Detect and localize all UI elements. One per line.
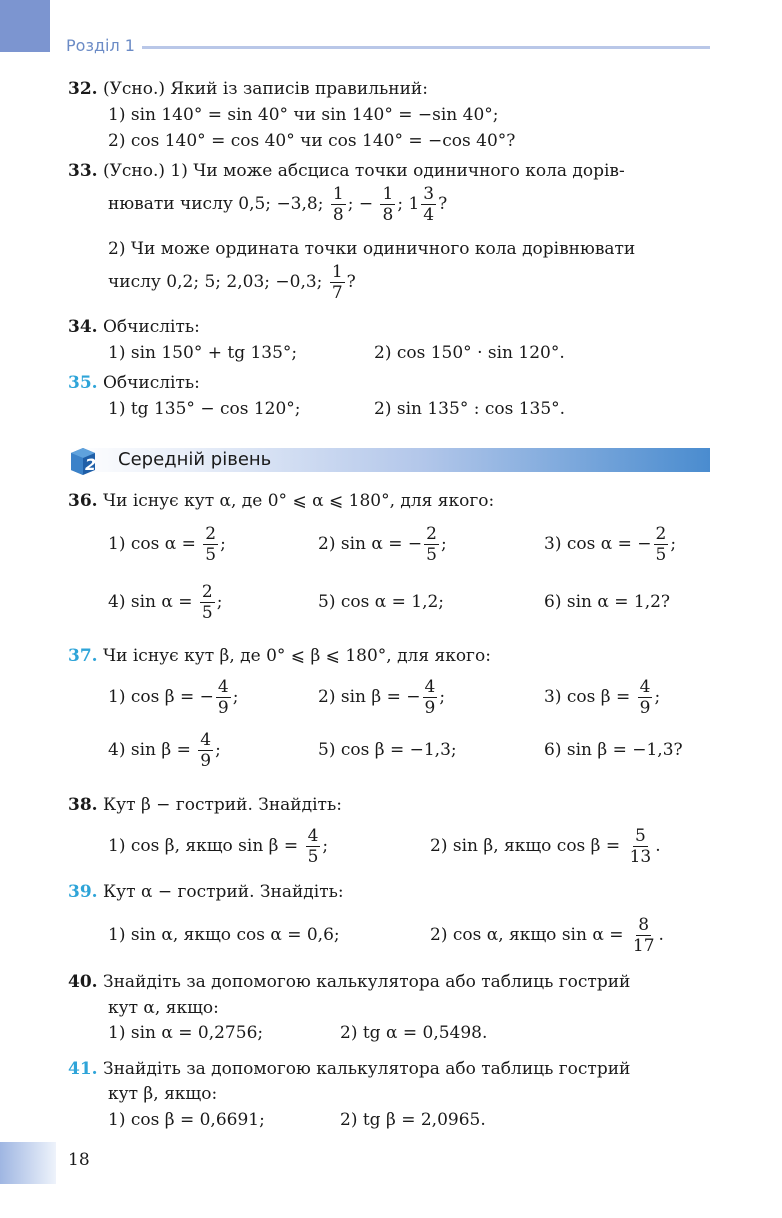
option-1: 1) tg 135° − cos 120°; [108, 399, 301, 419]
option-5: 5) cos α = 1,2; [318, 592, 445, 612]
problem-number: 32. [68, 79, 98, 99]
problem-text: числу 0,2; 5; 2,03; −0,3; [108, 272, 323, 292]
option-2: 2) sin β = − $\frac{4}{9}$ ; [318, 677, 446, 718]
fraction: $\frac{1}{8}$ [332, 184, 344, 225]
problem-number: 39. [68, 882, 98, 902]
option-2: 2) cos 150° · sin 120°. [374, 343, 565, 363]
option-3: 3) cos α = − $\frac{2}{5}$ ; [544, 524, 677, 565]
fraction: $\frac{1}{7}$ [331, 262, 343, 303]
problem-number: 41. [68, 1059, 98, 1079]
option-1: 1) sin 150° + tg 135°; [108, 343, 298, 363]
problem-text: (Усно.) Який із записів правильний: [102, 79, 428, 99]
problem-number: 36. [68, 491, 98, 511]
option-2: 2) tg α = 0,5498. [340, 1023, 488, 1043]
problem-number: 34. [68, 317, 98, 337]
option-1: 1) cos β, якщо sin β = $\frac{4}{5}$ ; [108, 826, 329, 867]
option-5: 5) cos β = −1,3; [318, 740, 457, 760]
problem-text: (Усно.) 1) Чи може абсциса точки одиничного кола дорів- [102, 161, 625, 181]
fraction: $\frac{1}{8}$ [382, 184, 394, 225]
problem-text: Чи існує кут α, де 0° ⩽ α ⩽ 180°, для якого: [102, 491, 495, 511]
option-2: 2) sin β, якщо cos β = $\frac{5}{13}$ . [430, 826, 661, 867]
punctuation: ? [346, 272, 356, 292]
problem-text: Кут β − гострий. Знайдіть: [102, 795, 342, 815]
option-2: 2) cos α, якщо sin α = $\frac{8}{17}$ . [430, 915, 664, 956]
option-4: 4) sin β = $\frac{4}{9}$ ; [108, 730, 221, 771]
problem-number: 37. [68, 646, 98, 666]
page-number: 18 [68, 1150, 90, 1170]
fraction: $\frac{3}{4}$ [423, 184, 435, 225]
option-6: 6) sin α = 1,2? [544, 592, 671, 612]
level-number: 2 [85, 455, 97, 474]
problem-text: Знайдіть за допомогою калькулятора або таблиць гострий [102, 972, 631, 992]
separator: ; − [347, 194, 374, 214]
option-2: 2) sin 135° : cos 135°. [374, 399, 566, 419]
level-title: Середній рівень [118, 449, 272, 470]
punctuation: ? [438, 194, 448, 214]
header-rule [142, 46, 710, 49]
option-1: 1) cos β = 0,6691; [108, 1110, 265, 1130]
corner-decoration [0, 0, 50, 52]
option-6: 6) sin β = −1,3? [544, 740, 683, 760]
problem-line: кут β, якщо: [108, 1084, 218, 1104]
problem-text: Знайдіть за допомогою калькулятора або таблиць гострий [102, 1059, 631, 1079]
option-3: 3) cos β = $\frac{4}{9}$ ; [544, 677, 661, 718]
section-label: Розділ 1 [66, 36, 135, 55]
problem-line: 2) Чи може ордината точки одиничного кола дорівнювати [108, 239, 636, 259]
problem-number: 35. [68, 373, 98, 393]
problem-text: Обчисліть: [102, 373, 200, 393]
option-1: 1) cos β = − $\frac{4}{9}$ ; [108, 677, 239, 718]
problem-number: 33. [68, 161, 98, 181]
corner-decoration-bottom [0, 1142, 56, 1184]
problem-text: нювати числу 0,5; −3,8; [108, 194, 324, 214]
problem-line: 1) sin 140° = sin 40° чи sin 140° = −sin 40°; [108, 105, 499, 125]
cube-level-icon [68, 446, 98, 476]
option-1: 1) sin α = 0,2756; [108, 1023, 264, 1043]
option-2: 2) tg β = 2,0965. [340, 1110, 486, 1130]
option-1: 1) sin α, якщо cos α = 0,6; [108, 925, 340, 945]
option-4: 4) sin α = $\frac{2}{5}$ ; [108, 582, 223, 623]
problem-text: Чи існує кут β, де 0° ⩽ β ⩽ 180°, для якого: [102, 646, 491, 666]
problem-number: 38. [68, 795, 98, 815]
separator: ; 1 [397, 194, 420, 214]
problem-line: 2) cos 140° = cos 40° чи cos 140° = −cos 40°? [108, 131, 516, 151]
problem-text: Кут α − гострий. Знайдіть: [102, 882, 344, 902]
option-1: 1) cos α = $\frac{2}{5}$ ; [108, 524, 226, 565]
problem-number: 40. [68, 972, 98, 992]
problem-line: кут α, якщо: [108, 998, 219, 1018]
problem-text: Обчисліть: [102, 317, 200, 337]
option-2: 2) sin α = − $\frac{2}{5}$ ; [318, 524, 447, 565]
